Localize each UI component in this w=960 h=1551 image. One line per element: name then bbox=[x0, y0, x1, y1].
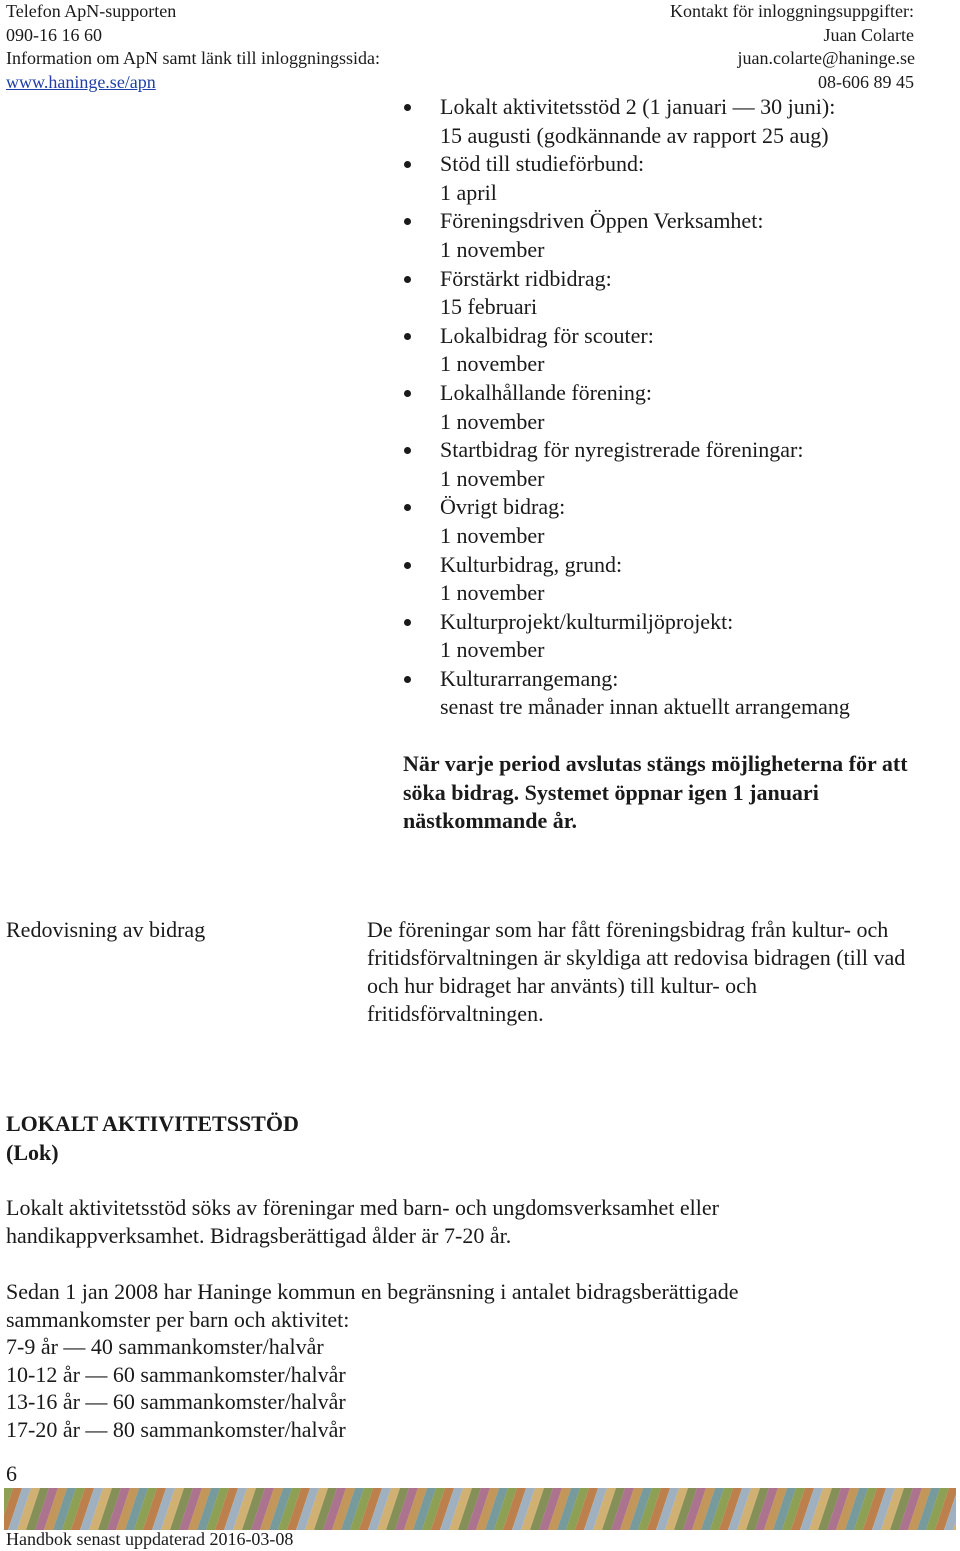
deadline-date: 1 november bbox=[440, 465, 545, 491]
bullet-icon bbox=[404, 504, 411, 511]
list-item bbox=[400, 665, 850, 722]
list-item bbox=[400, 379, 850, 436]
deadline-date: 1 november bbox=[440, 637, 545, 663]
decorative-stripe-bar bbox=[4, 1488, 956, 1530]
deadline-title: Lokalhållande förening: bbox=[440, 379, 652, 405]
bullet-icon bbox=[404, 218, 411, 225]
redovisning-text bbox=[367, 916, 960, 1028]
redovisning-line: fritidsförvaltningen är skyldiga att redovisa bidragen (till vad bbox=[367, 945, 906, 970]
deadline-date: 15 augusti (godkännande av rapport 25 aug) bbox=[440, 122, 829, 148]
support-title: Telefon ApN-supporten bbox=[6, 1, 177, 21]
contact-name: Juan Colarte bbox=[823, 24, 914, 45]
period-notice bbox=[403, 750, 960, 836]
section-paragraph bbox=[6, 1194, 906, 1250]
list-item bbox=[400, 150, 850, 207]
paragraph-line: Lokalt aktivitetsstöd söks av föreningar med barn- och ungdomsverksamhet eller bbox=[6, 1195, 719, 1220]
bullet-icon bbox=[404, 447, 411, 454]
limit-row: 10-12 år — 60 sammankomster/halvår bbox=[6, 1361, 346, 1387]
list-item bbox=[400, 493, 850, 550]
bullet-icon bbox=[404, 390, 411, 397]
list-item bbox=[400, 436, 850, 493]
deadline-title: Kulturprojekt/kulturmiljöprojekt: bbox=[440, 608, 734, 634]
contact-email: juan.colarte@haninge.se bbox=[737, 48, 915, 68]
redovisning-line: fritidsförvaltningen. bbox=[367, 1001, 544, 1026]
contact-phone: 08-606 89 45 bbox=[818, 71, 914, 92]
deadline-title: Lokalbidrag för scouter: bbox=[440, 322, 654, 348]
header-contact-block bbox=[670, 0, 914, 94]
redovisning-line: och hur bidraget har använts) till kultur- och bbox=[367, 973, 757, 998]
bullet-icon bbox=[404, 562, 411, 569]
section-heading-line: LOKALT AKTIVITETSSTÖD bbox=[6, 1111, 299, 1136]
bullet-icon bbox=[404, 619, 411, 626]
deadline-date: senast tre månader innan aktuellt arrangemang bbox=[440, 694, 850, 720]
list-item bbox=[400, 93, 850, 150]
deadline-title: Förstärkt ridbidrag: bbox=[440, 265, 612, 291]
section-heading bbox=[6, 1110, 299, 1167]
deadline-title: Föreningsdriven Öppen Verksamhet: bbox=[440, 208, 764, 234]
redovisning-label: Redovisning av bidrag bbox=[6, 917, 206, 942]
bullet-icon bbox=[404, 161, 411, 168]
footer-updated: Handbok senast uppdaterad 2016-03-08 bbox=[6, 1529, 294, 1549]
deadline-date: 1 november bbox=[440, 351, 545, 377]
list-item bbox=[400, 207, 850, 264]
paragraph-line: Sedan 1 jan 2008 har Haninge kommun en begränsning i antalet bidragsberättigade bbox=[6, 1279, 739, 1304]
bullet-icon bbox=[404, 333, 411, 340]
deadline-title: Kulturarrangemang: bbox=[440, 665, 619, 691]
limit-row: 7-9 år — 40 sammankomster/halvår bbox=[6, 1334, 324, 1360]
deadline-title: Lokalt aktivitetsstöd 2 (1 januari — 30 juni): bbox=[440, 94, 836, 119]
redovisning-line: De föreningar som har fått föreningsbidrag från kultur- och bbox=[367, 917, 889, 942]
list-item bbox=[400, 265, 850, 322]
limit-row: 13-16 år — 60 sammankomster/halvår bbox=[6, 1389, 346, 1415]
section-paragraph-limits bbox=[6, 1278, 906, 1444]
list-item bbox=[400, 608, 850, 665]
deadline-list bbox=[400, 93, 850, 722]
deadline-title: Stöd till studieförbund: bbox=[440, 151, 645, 177]
notice-line: nästkommande år. bbox=[403, 808, 577, 833]
bullet-icon bbox=[404, 676, 411, 683]
paragraph-line: handikappverksamhet. Bidragsberättigad ålder är 7-20 år. bbox=[6, 1223, 512, 1248]
deadline-date: 1 november bbox=[440, 522, 545, 548]
deadline-title: Kulturbidrag, grund: bbox=[440, 551, 623, 577]
header-support-block bbox=[6, 0, 380, 94]
deadline-title: Övrigt bidrag: bbox=[440, 494, 566, 520]
deadline-date: 15 februari bbox=[440, 294, 538, 320]
paragraph-line: sammankomster per barn och aktivitet: bbox=[6, 1306, 350, 1332]
notice-line: När varje period avslutas stängs möjligheterna för att bbox=[403, 751, 908, 776]
deadline-date: 1 november bbox=[440, 236, 545, 262]
contact-title: Kontakt för inloggningsuppgifter: bbox=[670, 1, 914, 21]
info-label: Information om ApN samt länk till inloggningssida: bbox=[6, 48, 380, 68]
notice-line: söka bidrag. Systemet öppnar igen 1 januari bbox=[403, 779, 819, 805]
list-item bbox=[400, 322, 850, 379]
bullet-icon bbox=[404, 276, 411, 283]
page-number: 6 bbox=[6, 1461, 17, 1486]
deadline-date: 1 november bbox=[440, 408, 545, 434]
deadline-date: 1 november bbox=[440, 580, 545, 606]
limit-row: 17-20 år — 80 sammankomster/halvår bbox=[6, 1416, 346, 1442]
list-item bbox=[400, 551, 850, 608]
section-heading-line: (Lok) bbox=[6, 1139, 59, 1165]
support-phone: 090-16 16 60 bbox=[6, 24, 102, 45]
deadline-title: Startbidrag för nyregistrerade föreningar: bbox=[440, 437, 804, 463]
deadline-date: 1 april bbox=[440, 179, 497, 205]
bullet-icon bbox=[404, 104, 411, 111]
apn-info-link[interactable]: www.haninge.se/apn bbox=[6, 71, 156, 92]
